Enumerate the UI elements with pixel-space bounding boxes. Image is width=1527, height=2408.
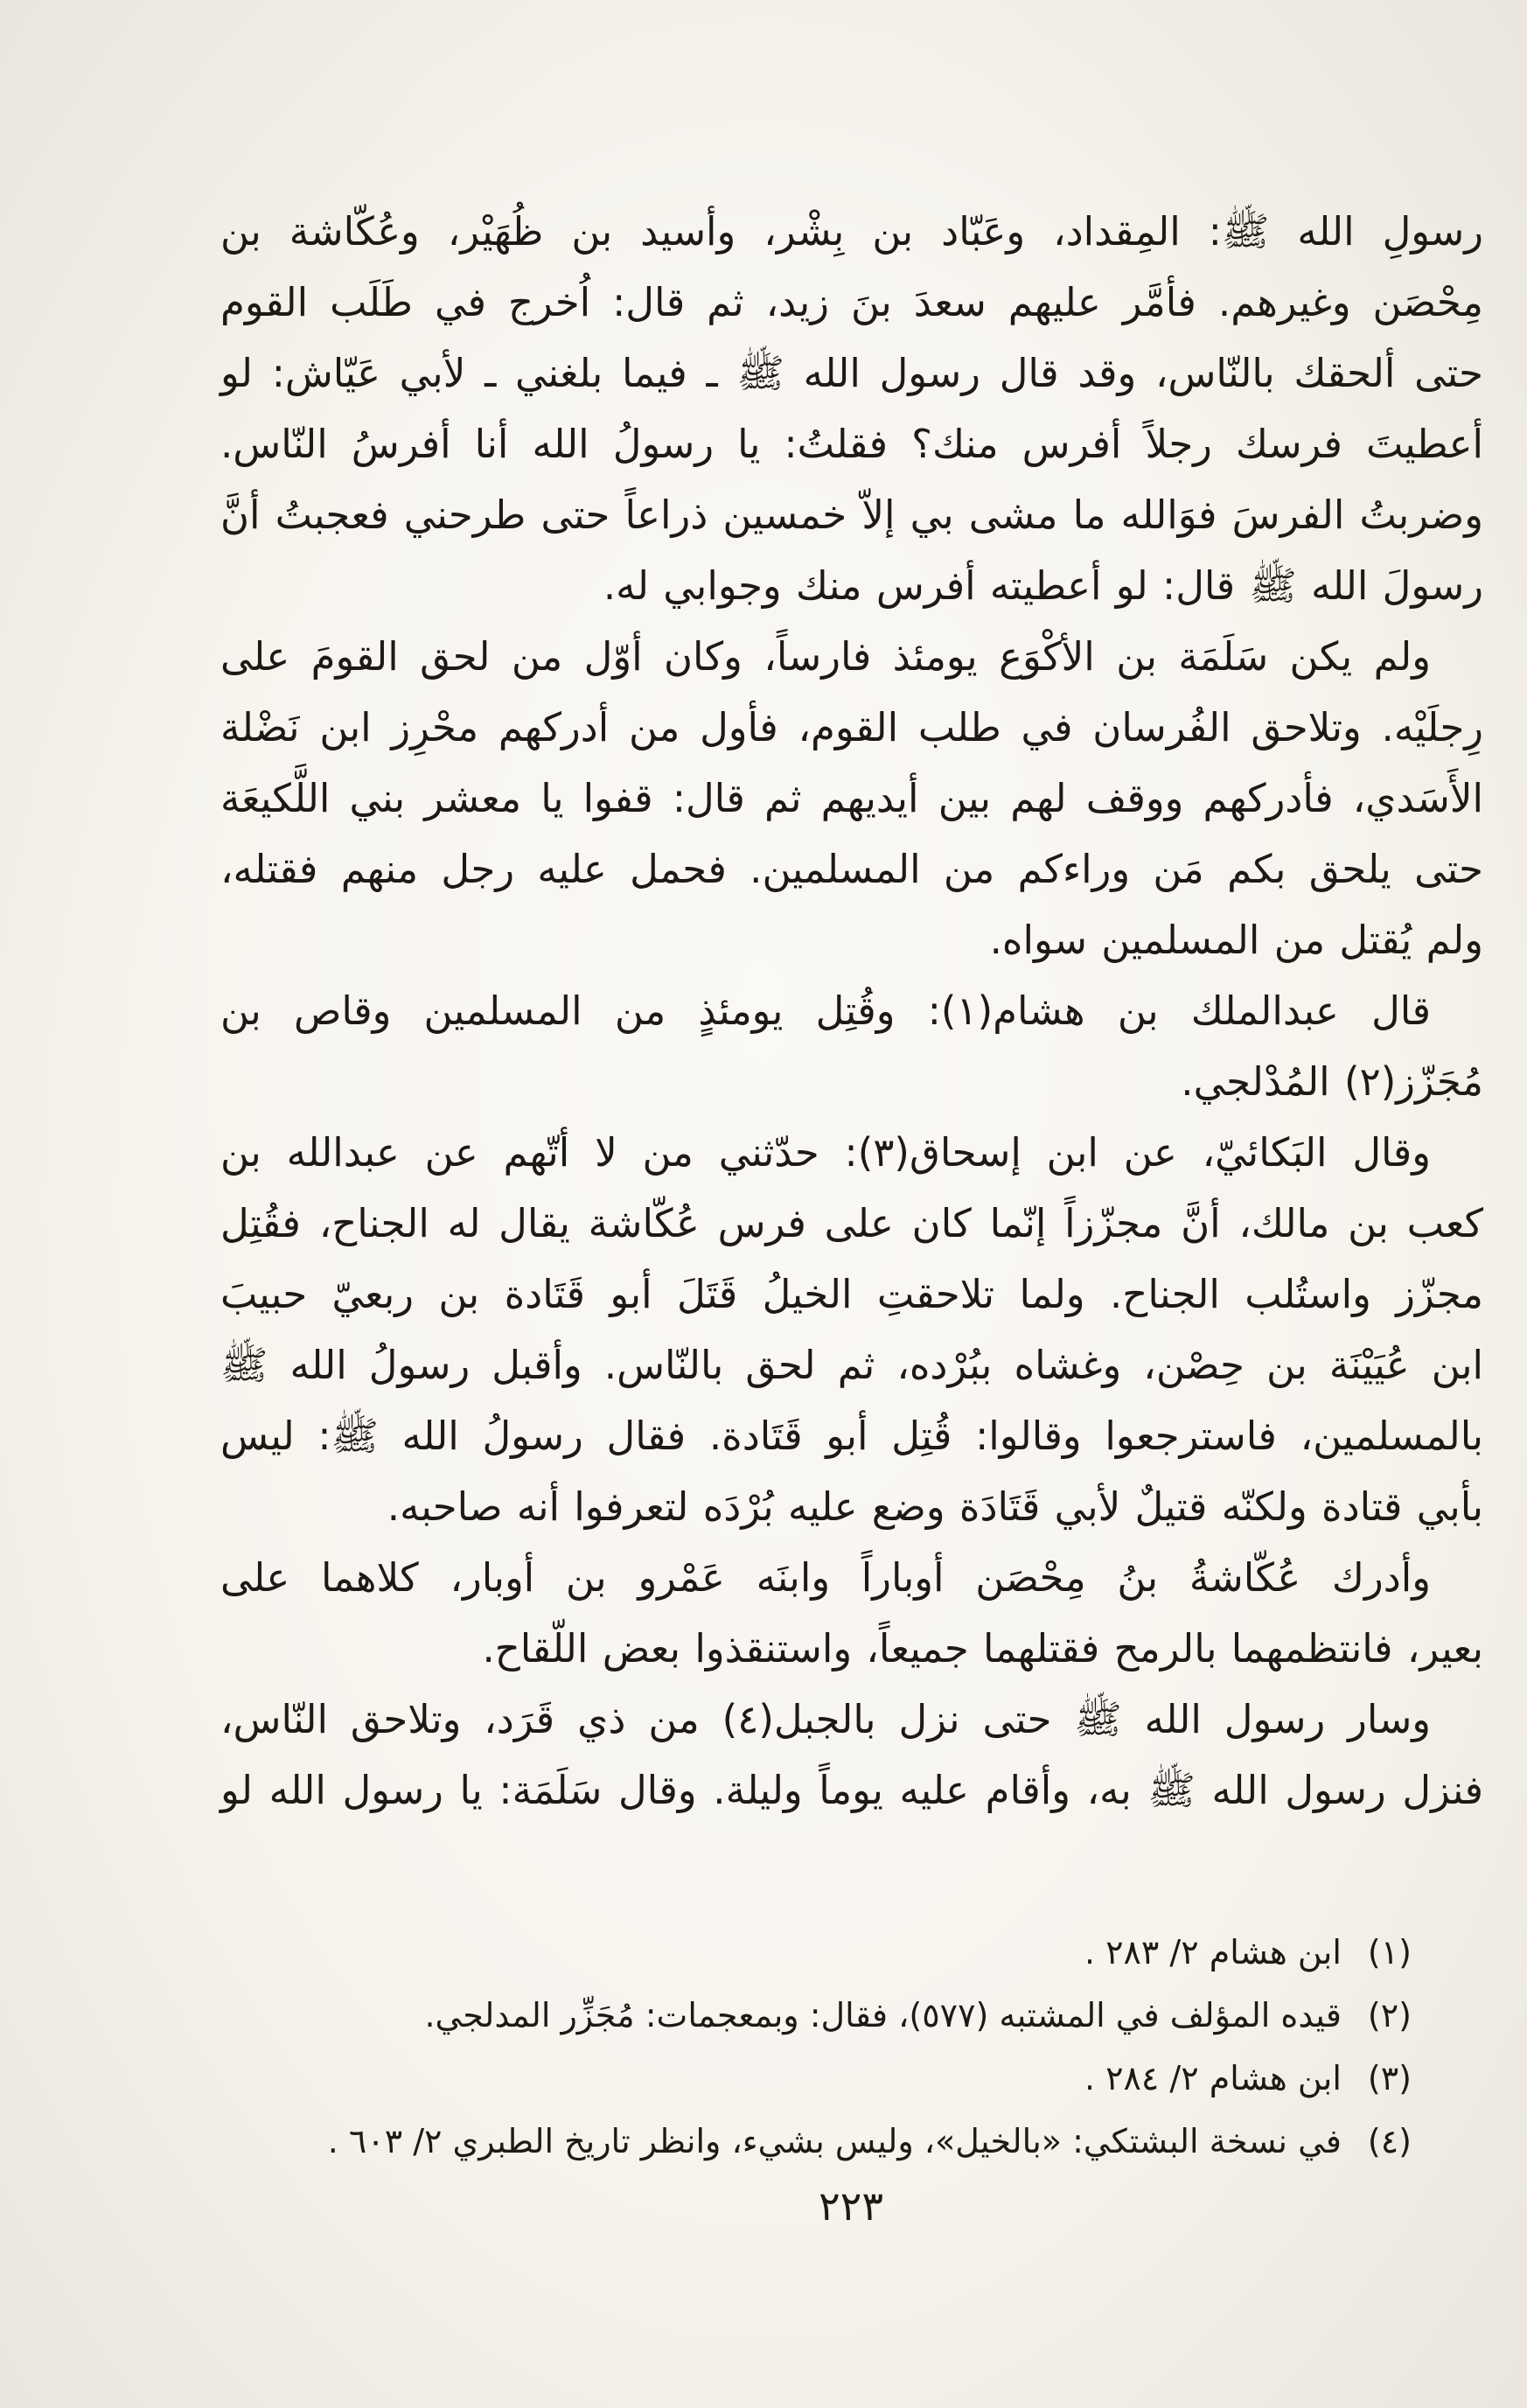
text-line: الأَسَدي، فأدركهم ووقف لهم بين أيديهم ثم قال: قفوا يا معشر بني اللَّكيعَة (220, 775, 1483, 821)
paragraph (220, 621, 1483, 975)
footnotes (220, 1921, 1412, 2173)
text-line: حتى يلحق بكم مَن وراءكم من المسلمين. فحمل عليه رجل منهم فقتله، (220, 846, 1483, 892)
paragraph (220, 1684, 1483, 1825)
text-line: وأدرك عُكّاشةُ بنُ مِحْصَن أوباراً وابنَه عَمْرو بن أوبار، كلاهما على (220, 1554, 1431, 1601)
text-line: ولم يكن سَلَمَة بن الأكْوَع يومئذ فارساً، وكان أوّل من لحق القومَ على (220, 633, 1431, 680)
footnote (220, 1984, 1412, 2047)
text-line: وقال البَكائيّ، عن ابن إسحاق(٣): حدّثني من لا أتّهم عن عبدالله بن (220, 1129, 1431, 1176)
text-line: فنزل رسول الله ﷺ به، وأقام عليه يوماً وليلة. وقال سَلَمَة: يا رسول الله لو (220, 1767, 1483, 1813)
text-line: وضربتُ الفرسَ فوَالله ما مشى بي إلاّ خمسين ذراعاً حتى طرحني فعجبتُ أنَّ (220, 492, 1483, 538)
text-line: حتى ألحقك بالنّاس، وقد قال رسول الله ﷺ ـ فيما بلغني ـ لأبي عَيّاش: لو (220, 350, 1483, 396)
text-line: رِجلَيْه. وتلاحق الفُرسان في طلب القوم، فأول من أدركهم محْرِز ابن نَضْلة (220, 704, 1483, 750)
footnote-text: ابن هشام ٢/ ٢٨٤ . (1084, 2059, 1342, 2097)
text-line: وسار رسول الله ﷺ حتى نزل بالجبل(٤) من ذي قَرَد، وتلاحق النّاس، (220, 1696, 1432, 1742)
text-line: بالمسلمين، فاسترجعوا وقالوا: قُتِل أبو قَتَادة. فقال رسولُ الله ﷺ: ليس (220, 1413, 1483, 1459)
footnote-marker: (١) (1367, 1933, 1412, 1972)
paragraph (220, 196, 1483, 621)
text-line: أعطيتَ فرسك رجلاً أفرس منك؟ فقلتُ: يا رسولُ الله أنا أفرسُ النّاس. (220, 421, 1483, 467)
footnote-text: ابن هشام ٢/ ٢٨٣ . (1084, 1933, 1342, 1972)
footnote-marker: (٣) (1367, 2059, 1412, 2097)
text-line: ابن عُيَيْنَة بن حِصْن، وغشاه ببُرْده، ثم لحق بالنّاس. وأقبل رسولُ الله ﷺ (220, 1342, 1483, 1388)
text-line: بأبي قتادة ولكنّه قتيلٌ لأبي قَتَادَة وضع عليه بُرْدَه لتعرفوا أنه صاحبه. (387, 1483, 1483, 1530)
text-line: قال عبدالملك بن هشام(١): وقُتِل يومئذٍ من المسلمين وقاص بن (220, 988, 1431, 1034)
text-line: رسولِ الله ﷺ: المِقداد، وعَبّاد بن بِشْر، وأسيد بن ظُهَيْر، وعُكّاشة بن (220, 208, 1483, 255)
body-text (220, 196, 1483, 1825)
paragraph (220, 975, 1483, 1117)
text-line: رسولَ الله ﷺ قال: لو أعطيته أفرس منك وجوابي له. (603, 562, 1483, 609)
paragraph (220, 1542, 1483, 1684)
paragraph (220, 1117, 1483, 1542)
text-line: بعير، فانتظمهما بالرمح فقتلهما جميعاً، واستنقذوا بعض اللّقاح. (482, 1625, 1483, 1672)
text-line: مجزّز واستُلب الجناح. ولما تلاحقتِ الخيلُ قَتَلَ أبو قَتَادة بن ربعيّ حبيبَ (220, 1271, 1483, 1317)
footnote-text: في نسخة البشتكي: «بالخيل»، وليس بشيء، وانظر تاريخ الطبري ٢/ ٦٠٣ . (327, 2122, 1342, 2160)
footnote-marker: (٢) (1367, 1996, 1412, 2035)
footnote (220, 2047, 1412, 2110)
page-number: ٢٢٣ (818, 2182, 884, 2230)
text-line: مِحْصَن وغيرهم. فأمَّر عليهم سعدَ بنَ زيد، ثم قال: اُخرج في طَلَب القوم (220, 279, 1483, 325)
footnote (220, 2110, 1412, 2173)
text-line: ولم يُقتل من المسلمين سواه. (989, 917, 1483, 963)
text-line: مُجَزّز(٢) المُدْلجي. (1181, 1058, 1483, 1105)
footnote-text: قيده المؤلف في المشتبه (٥٧٧)، فقال: وبمعجمات: مُجَزِّر المدلجي. (424, 1996, 1342, 2035)
footnote-marker: (٤) (1367, 2122, 1412, 2160)
text-line: كعب بن مالك، أنَّ مجزّزاً إنّما كان على فرس عُكّاشة يقال له الجناح، فقُتِل (220, 1200, 1483, 1246)
footnote (220, 1921, 1412, 1984)
